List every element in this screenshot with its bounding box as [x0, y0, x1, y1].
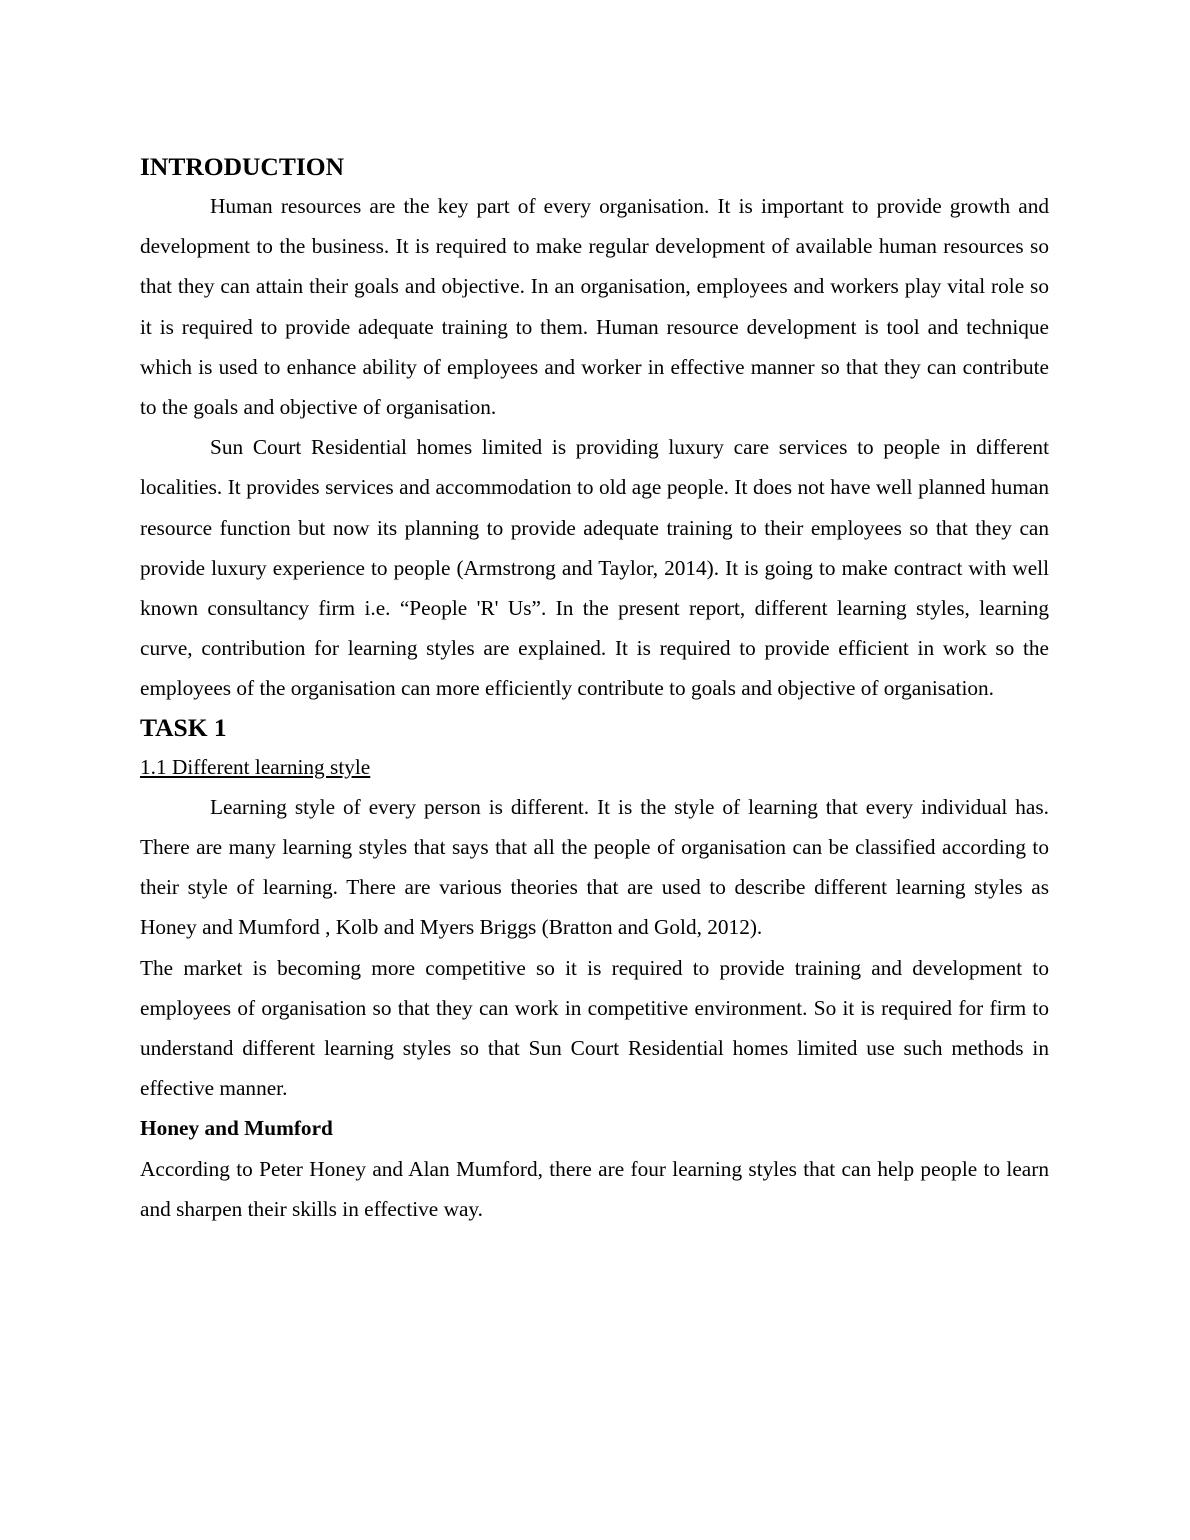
- honey-mumford-heading: Honey and Mumford: [140, 1116, 333, 1141]
- task-1-heading: TASK 1: [140, 712, 227, 742]
- honey-mumford-paragraph: According to Peter Honey and Alan Mumford, there are four learning styles that can help people to learn and sharpen their skills in effective way.: [140, 1156, 1049, 1221]
- introduction-heading: INTRODUCTION: [140, 152, 345, 181]
- section-1-1-title: 1.1 Different learning style: [140, 754, 371, 779]
- intro-paragraph-2: Sun Court Residential homes limited is providing luxury care services to people in different localities. It provides services and accommodation to old age people. It does not have well planned human resource function but now its planning to provide adequate training to their employees so that they can provide luxury experience to people (Armstrong and Taylor, 2014). It is going to make contract with well known consultancy firm i.e. “People 'R' Us”. In the present report, different learning styles, learning curve, contribution for learning styles are explained. It is required to provide efficient in work so the employees of the organisation can more efficiently contribute to goals and objective of organisation.: [140, 435, 1049, 701]
- intro-paragraph-1: Human resources are the key part of every organisation. It is important to provide growth and development to the business. It is required to make regular development of available human resources so that they can attain their goals and objective. In an organisation, employees and workers play vital role so it is required to provide adequate training to them. Human resource development is tool and technique which is used to enhance ability of employees and worker in effective manner so that they can contribute to the goals and objective of organisation.: [140, 194, 1049, 420]
- section-1-1-paragraph-2: The market is becoming more competitive so it is required to provide training and development to employees of organisation so that they can work in competitive environment. So it is required for firm to understand different learning styles so that Sun Court Residential homes limited use such methods in effective manner.: [140, 955, 1049, 1101]
- section-1-1-paragraph-1: Learning style of every person is different. It is the style of learning that every individual has. There are many learning styles that says that all the people of organisation can be classified according to their style of learning. There are various theories that are used to describe different learning styles as Honey and Mumford , Kolb and Myers Briggs (Bratton and Gold, 2012).: [140, 794, 1049, 940]
- document-page: [140, 148, 1049, 1229]
